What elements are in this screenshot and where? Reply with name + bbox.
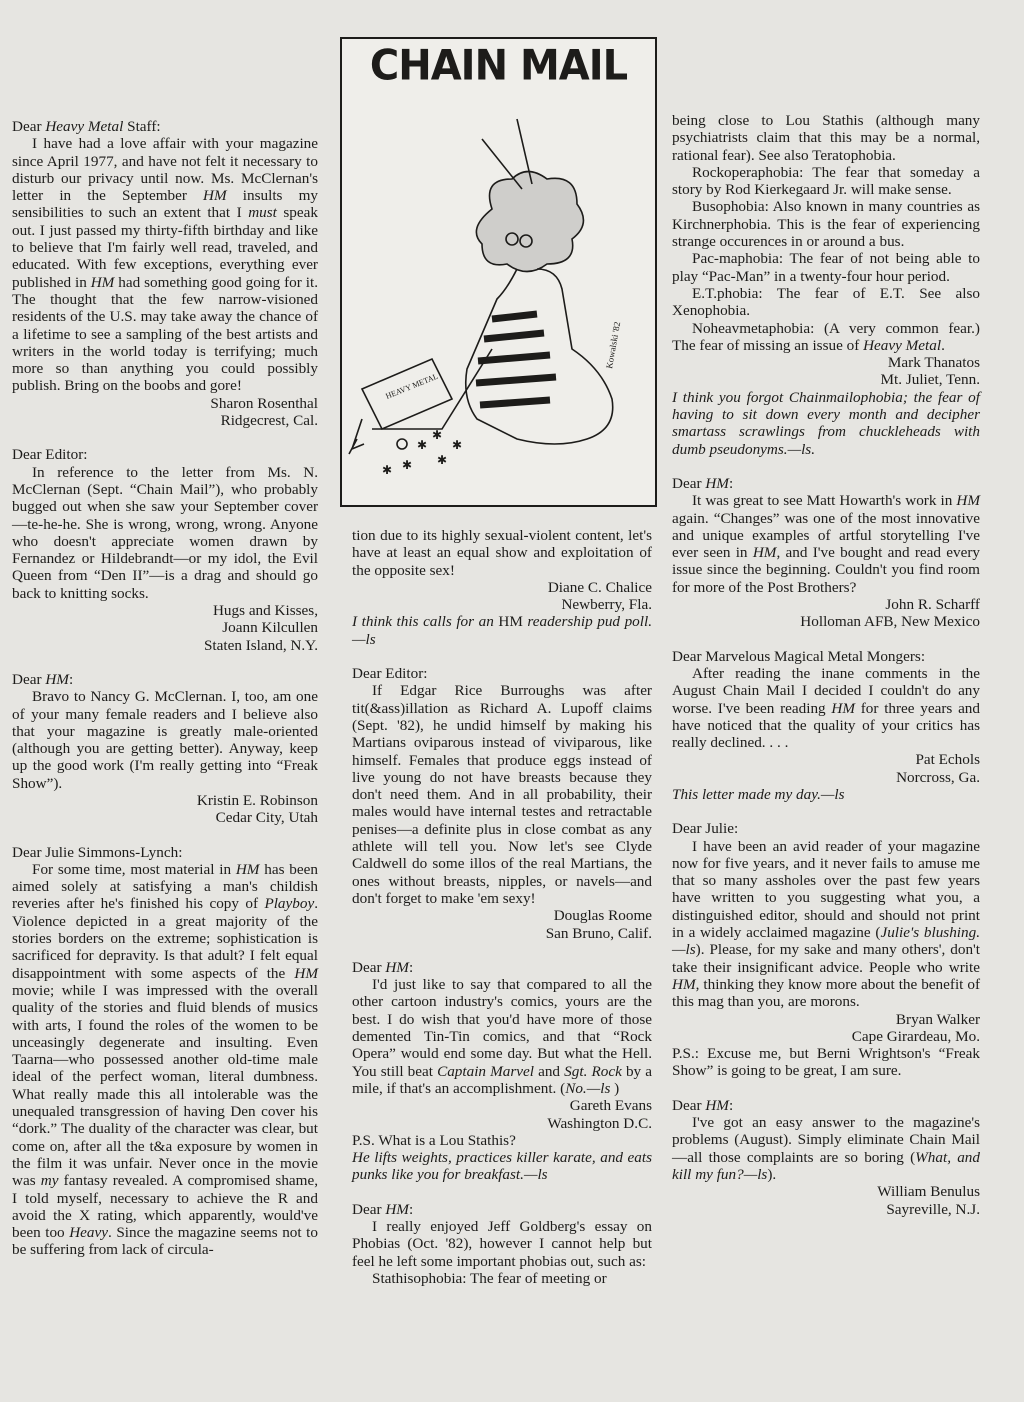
column-3 — [672, 112, 980, 1218]
svg-text:✱: ✱ — [437, 453, 448, 467]
artist-signature: Kowalski '82 — [604, 320, 623, 370]
text-run: Sayreville, N.J. — [886, 1200, 980, 1218]
text-run: If Edgar Rice Burroughs was after tit(&ass)illation as Richard A. Lupoff claims (Sept. '82), he undid himself by making his Martians oviparous instead of viviparous, like himself. Females that produce eggs instead of live young do not have breasts because they don't need them. And in all probability, their males would have internal testes and retractable penises—a definite plus in close combat as any athlete will tell you. Now let's see Clyde Caldwell do some illos of the real Martians, the ones without breasts, nipples, or navels—and don't forget to make 'em sexy! — [352, 682, 652, 907]
text-run: HM — [705, 1096, 729, 1114]
letter-signature — [352, 579, 652, 596]
text-run: Rockoperaphobia: The fear that someday a story by Rod Kierkegaard Jr. will make sense. — [672, 163, 980, 199]
text-run: : — [728, 1096, 734, 1114]
text-run: HM — [956, 492, 980, 510]
text-run: Norcross, Ga. — [896, 768, 980, 786]
text-run: my — [40, 1172, 59, 1190]
svg-text:✱: ✱ — [417, 438, 428, 452]
letter-paragraph — [352, 1270, 652, 1287]
letter-paragraph — [12, 688, 318, 792]
text-run: Dear — [352, 1200, 386, 1218]
letter-paragraph — [672, 320, 980, 355]
text-run: . Since the magazine seems not to be suffering from lack of circula- — [12, 1224, 318, 1259]
text-run: had something good going for it. The thought that the few narrow-visioned residents of the U.S. may take away the chance of a lifetime to see a sampling of the best artists and writers in the world today is terrifying; much more so than anything you could possibly publish. Bring on the boobs and gore! — [12, 273, 318, 395]
text-run: HM — [235, 860, 260, 878]
text-run: Stathisophobia: The fear of meeting or — [372, 1269, 607, 1287]
text-run: Newberry, Fla. — [561, 596, 652, 614]
text-run: Heavy Metal — [45, 118, 124, 135]
text-run: ). — [767, 1165, 777, 1183]
letter-salutation — [12, 118, 318, 135]
page-title: CHAIN MAIL — [369, 41, 628, 91]
text-run: In reference to the letter from Ms. N. McClernan (Sept. “Chain Mail”), who probably bugged out when she saw your September cover—te-he-he. She is wrong, wrong, wrong. Anyone who doesn't appreciate women drawn by Fernandez or Hildebrandt—or my idol, the Evil Queen from “Den II”—is a drag and should go back to knitting socks. — [12, 463, 318, 602]
text-run: . — [941, 336, 945, 354]
text-run: Kristin E. Robinson — [196, 791, 318, 809]
letter-signature — [352, 1115, 652, 1132]
svg-text:✱: ✱ — [402, 458, 413, 472]
text-run: for three years and have noticed that the quality of your critics has really declined. . . . — [672, 699, 980, 752]
text-run: What, and kill my fun?—ls — [672, 1148, 980, 1183]
text-run: Cape Girardeau, Mo. — [851, 1027, 980, 1045]
text-run: Staff: — [123, 118, 161, 135]
text-run: Diane C. Chalice — [547, 578, 652, 596]
text-run: being close to Lou Stathis (although many psychiatrists claim that this may be a normal, rational fear). See also Teratophobia. — [672, 112, 980, 164]
letter-signature — [672, 751, 980, 768]
letter-salutation — [12, 844, 318, 861]
text-run: HM — [385, 958, 409, 976]
letter-salutation — [672, 1097, 980, 1114]
letter-signature — [352, 596, 652, 613]
text-run: Heavy — [69, 1224, 108, 1242]
text-run: Washington D.C. — [547, 1114, 652, 1132]
letter-signature — [352, 1097, 652, 1114]
text-run: For some time, most material in — [32, 860, 236, 878]
text-run: readership pud poll.—ls — [352, 613, 653, 648]
text-run: Dear Julie: — [672, 820, 739, 838]
letter-signature — [12, 637, 318, 654]
text-run: Hugs and Kisses, — [212, 602, 318, 620]
text-run: It was great to see Matt Howarth's work in — [692, 492, 957, 510]
editor-reply — [352, 1149, 652, 1184]
text-run: tion due to its highly sexual-violent content, let's have at least an equal show and exploitation of the opposite sex! — [352, 527, 652, 579]
text-run: I think you forgot Chainmailophobia; the fear of having to sit down every month and decipher smartass scrawlings from chuckleheads with dumb pseudonyms.—ls. — [672, 388, 980, 458]
column-1 — [12, 118, 318, 1259]
letter-salutation — [352, 665, 652, 682]
text-run: Julie's blushing.—ls — [672, 924, 980, 959]
text-run: Gareth Evans — [569, 1097, 652, 1115]
text-run: speak out. I just passed my thirty-fifth birthday and like to believe that I'm fairly well read, traveled, and educated. With few exceptions, everything ever published in — [12, 204, 318, 291]
letter-signature — [672, 1028, 980, 1045]
text-run: After reading the inane comments in the August Chain Mail I decided I couldn't do any worse. I've been reading — [672, 664, 980, 717]
illustration-box — [340, 37, 657, 507]
text-run: I really enjoyed Jeff Goldberg's essay on Phobias (Oct. '82), however I cannot help but feel he left some important phobias out, such as: — [352, 1217, 652, 1270]
text-run: I have been an avid reader of your magazine now for five years, and it never fails to amuse me that so many assholes over the past few years have written to you suggesting what you, a distinguished editor, should and should not print in a widely acclaimed magazine ( — [672, 837, 980, 942]
text-run: This letter made my day.—ls — [672, 785, 845, 803]
letter-signature — [12, 412, 318, 429]
text-run: , thinking they know more about the benefit of this mag than you, are morons. — [672, 975, 980, 1011]
text-run: Dear — [672, 1096, 706, 1114]
text-run: Dear Editor: — [352, 665, 428, 683]
letter-signature — [352, 907, 652, 924]
letter-paragraph — [672, 164, 980, 199]
text-run: Mark Thanatos — [887, 354, 980, 372]
letter-salutation — [672, 820, 980, 837]
letter-signature — [12, 619, 318, 636]
text-run: Ridgecrest, Cal. — [220, 412, 318, 430]
text-run: Bravo to Nancy G. McClernan. I, too, am one of your many female readers and I believe also that your magazine is greatly male-oriented (although you are getting better). Anyway, keep up the good work (I'm really getting into “Freak Show”). — [12, 688, 318, 792]
letter-paragraph — [352, 527, 652, 579]
editor-reply — [352, 613, 652, 648]
text-run: E.T.phobia: The fear of E.T. See also Xenophobia. — [672, 284, 980, 320]
text-run: Dear Julie Simmons-Lynch: — [12, 843, 183, 861]
text-run: must — [248, 204, 277, 222]
text-run: San Bruno, Calif. — [545, 924, 652, 942]
text-run: HM — [294, 964, 318, 982]
text-run: HM — [672, 975, 696, 993]
text-run: ) — [610, 1079, 620, 1097]
text-run: No.—ls — [565, 1079, 611, 1097]
text-run: insults my sensibilities to such an extent that I — [12, 187, 319, 222]
letter-paragraph — [352, 682, 652, 907]
envelope-text: HEAVY METAL — [384, 371, 440, 401]
text-run: has been aimed solely at satisfying a man's childish reveries after he's finished his copy of — [12, 860, 318, 913]
text-run: I think this calls for an — [352, 613, 499, 631]
text-run: Bryan Walker — [895, 1010, 980, 1028]
letter-salutation — [672, 475, 980, 492]
letter-paragraph — [352, 1132, 652, 1149]
text-run: : — [728, 474, 734, 492]
text-run: Sgt. Rock — [564, 1062, 622, 1080]
letter-salutation — [12, 671, 318, 688]
svg-text:✱: ✱ — [432, 428, 443, 442]
text-run: by a mile, if that's an accomplishment. ( — [352, 1062, 652, 1097]
letter-paragraph — [672, 838, 980, 1011]
text-run: Staten Island, N.Y. — [203, 636, 318, 654]
text-run: , and I've bought and read every issue since the beginning. Couldn't you find room for more of the Post Brothers? — [672, 544, 980, 596]
letter-paragraph — [672, 285, 980, 320]
text-run: He lifts weights, practices killer karate, and eats punks like you for breakfast.—ls — [352, 1149, 652, 1184]
text-run: Busophobia: Also known in many countries as Kirchnerphobia. This is the fear of experiencing strange occurences in or around a bus. — [672, 198, 980, 251]
text-run: Dear — [672, 474, 706, 492]
letter-paragraph — [672, 492, 980, 596]
text-run: Heavy Metal — [863, 336, 942, 354]
text-run: Douglas Roome — [553, 907, 652, 925]
letter-paragraph — [12, 861, 318, 1259]
text-run: fantasy revealed. A compromised shame, I told myself, necessary to achieve the R and avoid the X rating, which apparently, would've been too — [12, 1172, 319, 1242]
letter-signature — [12, 792, 318, 809]
letter-paragraph — [12, 464, 318, 602]
letter-signature — [672, 769, 980, 786]
text-run: Pat Echols — [915, 751, 980, 769]
text-run: HM — [705, 474, 729, 492]
svg-text:✱: ✱ — [382, 463, 393, 477]
letter-paragraph — [12, 135, 318, 394]
column-2 — [352, 527, 652, 1287]
illustration-woman-with-letter — [342, 99, 655, 499]
text-run: Noheavmetaphobia: (A very common fear.) The fear of missing an issue of — [672, 319, 980, 354]
letter-paragraph — [672, 250, 980, 285]
letter-signature — [672, 371, 980, 388]
letter-signature — [672, 1201, 980, 1218]
text-run: . Violence depicted in a great majority of the stories borders on the extreme; sophistication is sacrificed for depravity. Is that adult? I felt equal disappointment with some aspects of the — [12, 895, 318, 982]
letter-signature — [352, 925, 652, 942]
letter-paragraph — [672, 1045, 980, 1080]
letter-paragraph — [672, 198, 980, 250]
text-run: again. “Changes” was one of the most innovative and unique examples of artful storytelling I've ever seen in — [672, 509, 980, 562]
letter-signature — [12, 809, 318, 826]
text-run: P.S. What is a Lou Stathis? — [352, 1131, 516, 1149]
editor-reply — [672, 389, 980, 458]
letter-paragraph — [672, 665, 980, 751]
text-run: HM — [385, 1200, 409, 1218]
letter-paragraph — [672, 112, 980, 164]
letter-salutation — [12, 446, 318, 463]
text-run: Playboy — [264, 895, 315, 913]
text-run: I have had a love affair with your magazine since April 1977, and have not felt it necessary to disturb our privacy until now. Ms. McClernan's letter in the September — [12, 135, 318, 205]
text-run: Sharon Rosenthal — [210, 394, 318, 412]
letter-signature — [12, 602, 318, 619]
text-run: P.S.: Excuse me, but Berni Wrightson's “Freak Show” is going to be great, I am sure. — [672, 1045, 980, 1080]
letter-signature — [12, 395, 318, 412]
text-run: and — [533, 1062, 565, 1080]
text-run: : — [408, 958, 414, 976]
text-run: Dear — [12, 670, 46, 688]
editor-reply — [672, 786, 980, 803]
letter-paragraph — [352, 976, 652, 1097]
text-run: Mt. Juliet, Tenn. — [880, 371, 980, 389]
text-run: HM — [498, 613, 523, 631]
text-run: Joann Kilcullen — [222, 619, 318, 637]
text-run: I'd just like to say that compared to all the other cartoon industry's comics, yours are the best. I do wish that you'd have more of those demented Tin-Tin comics, and that “Rock Opera” would end some day. But what the Hell. You still beat — [352, 976, 652, 1080]
text-run: Dear — [352, 958, 386, 976]
text-run: Cedar City, Utah — [215, 809, 318, 827]
text-run: movie; while I was impressed with the overall quality of the stories and fluid blends of musics with arts, I found the roles of the women to be unceasingly degenerate and insulting. Even Taarna—who possessed another old-time male ideal of the perfect woman, literal dumbness. What really made this all intolerable was the unequaled transgression of having Den cover his “dork.” The duality of the character was clear, but come on, after all the t&a exposure by women in the film it was unfair. Never once in the movie was — [12, 981, 318, 1190]
text-run: Dear Marvelous Magical Metal Mongers: — [672, 647, 926, 665]
text-run: I've got an easy answer to the magazine's problems (August). Simply eliminate Chain Mail—all those complaints are so boring ( — [672, 1114, 980, 1166]
letter-salutation — [672, 648, 980, 665]
text-run: HM — [90, 273, 115, 291]
text-run: HM — [203, 187, 227, 205]
text-run: Captain Marvel — [437, 1062, 534, 1080]
text-run: Pac-maphobia: The fear of not being able to play “Pac-Man” in a twenty-four hour period. — [672, 250, 980, 285]
text-run: : — [408, 1200, 414, 1218]
text-run: ). Please, for my sake and many others', don't take their insignificant advice. People who write — [672, 941, 980, 976]
letter-signature — [672, 1183, 980, 1200]
letter-signature — [672, 613, 980, 630]
text-run: Holloman AFB, New Mexico — [800, 613, 980, 631]
letter-paragraph — [352, 1218, 652, 1270]
text-run: HM — [752, 544, 777, 562]
text-run: William Benulus — [877, 1183, 980, 1201]
letter-signature — [672, 596, 980, 613]
text-run: John R. Scharff — [885, 596, 980, 614]
letter-signature — [672, 354, 980, 371]
text-run: Dear — [12, 118, 46, 135]
letter-salutation — [352, 959, 652, 976]
text-run: : — [68, 670, 74, 688]
text-run: HM — [45, 670, 69, 688]
letter-signature — [672, 1011, 980, 1028]
letter-paragraph — [672, 1114, 980, 1183]
letter-salutation — [352, 1201, 652, 1218]
text-run: HM — [831, 699, 855, 717]
svg-text:✱: ✱ — [452, 438, 463, 452]
text-run: Dear Editor: — [12, 446, 88, 464]
